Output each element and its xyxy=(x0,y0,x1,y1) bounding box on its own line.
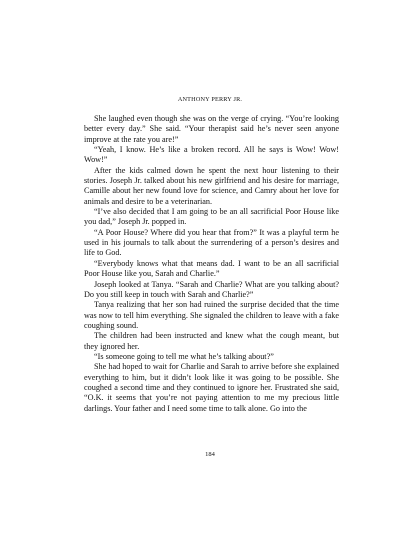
paragraph: “I’ve also decided that I am going to be an all sacrificial Poor House like you dad,” Joseph Jr. popped in. xyxy=(84,207,339,227)
paragraph: Tanya realizing that her son had ruined the surprise decided that the time was now to tell him everything. She signaled the children to leave with a fake coughing sound. xyxy=(84,300,339,330)
paragraph: After the kids calmed down he spent the next hour listening to their stories. Joseph Jr. talked about his new girlfriend and his desire for marriage, Camille about her new found love for science, and Camry about her love for animals and desire to be a veterinarian. xyxy=(84,165,339,206)
page-number: 184 xyxy=(205,451,215,458)
paragraph: The children had been instructed and knew what the cough meant, but they ignored her. xyxy=(84,331,339,351)
paragraph: “Everybody knows what that means dad. I want to be an all sacrificial Poor House like you, Sarah and Charlie.” xyxy=(84,258,339,279)
paragraph: “A Poor House? Where did you hear that from?” It was a playful term he used in his journals to talk about the surrendering of a person’s desires and life to God. xyxy=(84,227,339,258)
paragraph: “Yeah, I know. He’s like a broken record. All he says is Wow! Wow! Wow!” xyxy=(84,145,339,165)
body-text xyxy=(84,114,339,414)
paragraph: She laughed even though she was on the verge of crying. “You’re looking better every day.” She said. “Your therapist said he’s never seen anyone improve at the rate you are!” xyxy=(84,114,339,144)
paragraph: She had hoped to wait for Charlie and Sarah to arrive before she explained everything to him, but it didn’t look like it was going to be possible. She coughed a second time and they continued to ignore her. Frustrated she said, “O.K. it seems that you’re not paying attention to me my precious little darlings. Your father and I need some time to talk alone. Go into the xyxy=(84,362,339,413)
running-header: ANTHONY PERRY JR. xyxy=(177,96,243,103)
paragraph: Joseph looked at Tanya. “Sarah and Charlie? What are you talking about? Do you still keep in touch with Sarah and Charlie?” xyxy=(84,279,339,299)
paragraph: “Is someone going to tell me what he’s talking about?” xyxy=(94,351,274,361)
